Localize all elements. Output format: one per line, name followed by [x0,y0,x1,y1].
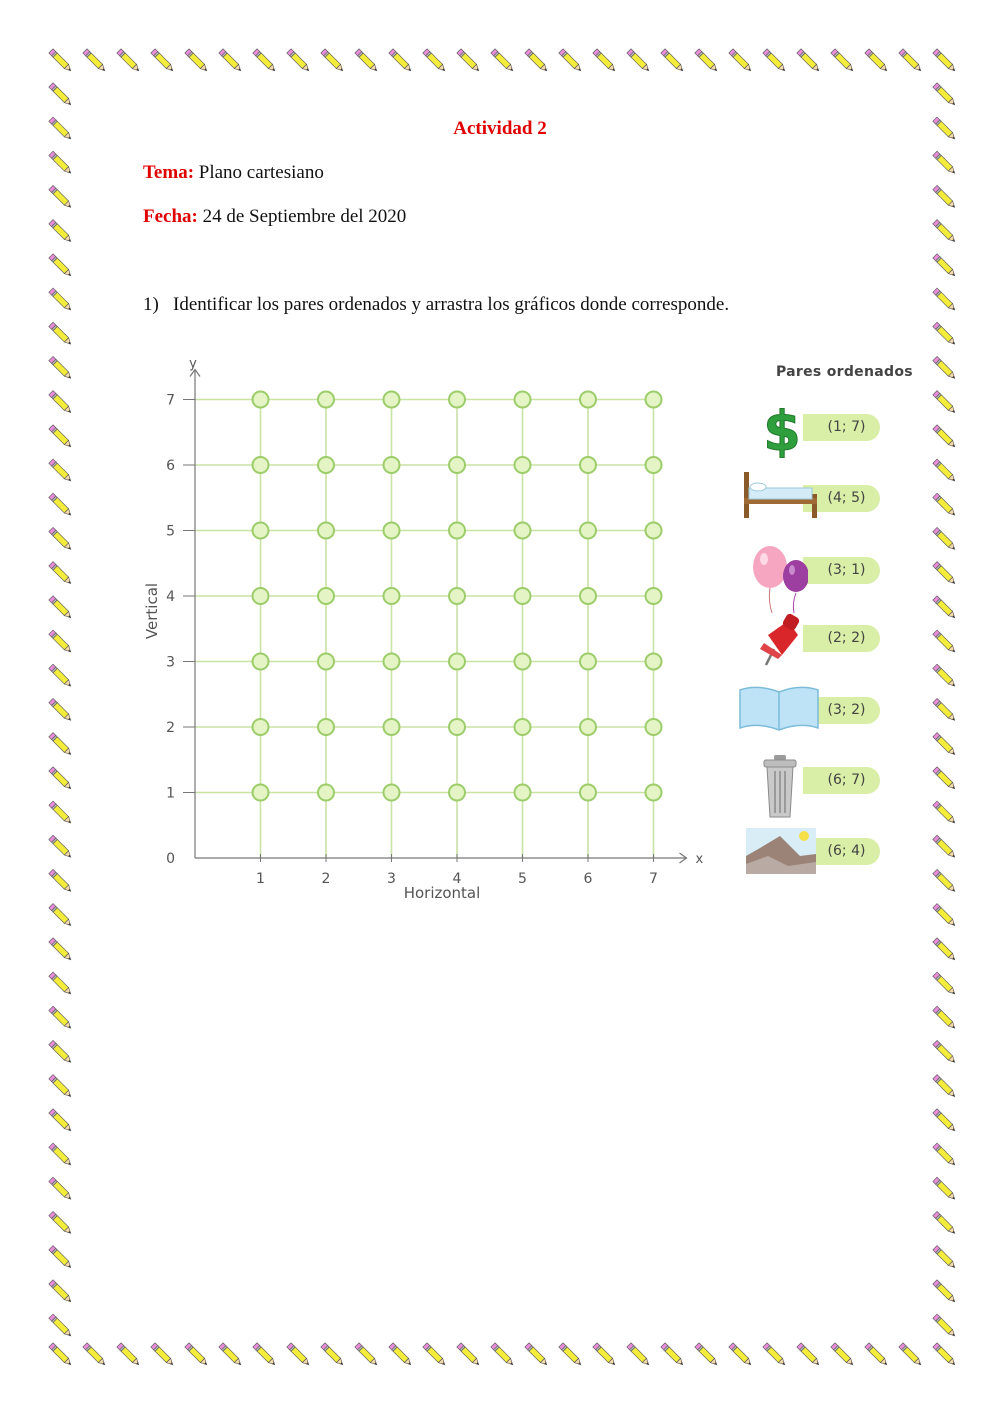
pencil-icon [355,1343,379,1367]
pencil-icon [253,1343,277,1367]
pencil-icon [729,49,753,73]
pencil-icon [49,1343,73,1367]
pencil-icon [389,1343,413,1367]
pair-item[interactable] [738,684,888,748]
pencil-icon [661,49,685,73]
grid-point[interactable] [318,588,334,604]
cartesian-plane[interactable] [140,355,710,915]
pair-label [803,414,880,441]
pencil-icon [49,1109,73,1133]
grid-point[interactable] [580,719,596,735]
pair-item[interactable] [738,543,888,607]
pencil-icon [49,151,73,175]
grid-point[interactable] [449,457,465,473]
pencil-icon [491,1343,515,1367]
pencil-icon [933,630,957,654]
grid-point[interactable] [449,392,465,408]
pencil-icon [525,1343,549,1367]
pencil-icon [933,596,957,620]
pair-item[interactable] [738,755,888,819]
pair-item[interactable] [738,613,888,677]
pencil-icon [49,493,73,517]
grid-point[interactable] [253,392,269,408]
pencil-icon [933,254,957,278]
grid-point[interactable] [580,654,596,670]
grid-point[interactable] [253,719,269,735]
pencil-icon [933,151,957,175]
pencil-icon [49,49,73,73]
pencil-icon [49,220,73,244]
pencil-icon [49,459,73,483]
pencil-icon [49,938,73,962]
grid-point[interactable] [580,785,596,801]
pencil-icon [49,1246,73,1270]
pair-item[interactable] [738,826,888,890]
grid-point[interactable] [449,719,465,735]
pencil-icon [117,1343,141,1367]
x-tick-label: 6 [583,871,593,887]
grid-point[interactable] [515,654,531,670]
pencil-icon [49,391,73,415]
dollar-icon[interactable] [738,402,798,463]
pencil-icon [49,1211,73,1235]
instruction-text: Identificar los pares ordenados y arrastra los gráficos donde corresponde. [173,294,730,315]
pencil-icon [49,1314,73,1338]
pencil-icon [49,596,73,620]
pencil-icon [49,972,73,996]
axis-labels [143,357,704,903]
grid-point[interactable] [515,523,531,539]
book-icon[interactable] [738,684,820,739]
y-tick-label: 3 [166,654,175,671]
pencil-icon [593,1343,617,1367]
pencil-icon [933,869,957,893]
bed-icon[interactable] [738,472,820,525]
grid-point[interactable] [449,785,465,801]
x-axis-title: Horizontal [403,884,481,902]
pencil-icon [49,288,73,312]
pencil-icon [865,49,889,73]
pencil-icon [933,767,957,791]
pencil-icon [83,1343,107,1367]
x-tick-label: 2 [321,871,331,887]
pencil-icon [933,801,957,825]
date-label: Fecha: [143,206,198,227]
y-tick-label: 2 [166,720,175,736]
pencil-icon [933,938,957,962]
svg-text:$: $ [763,402,798,458]
y-tick-label: 7 [166,392,175,409]
pencil-icon [49,835,73,859]
topic-line [143,162,324,184]
pushpin-icon[interactable] [738,613,804,674]
pencil-icon [899,49,923,73]
pencil-icon [933,1075,957,1099]
grid-point[interactable] [646,457,662,473]
grid-point[interactable] [253,457,269,473]
pencil-icon [797,1343,821,1367]
pencil-icon [355,49,379,73]
balloons-icon[interactable] [738,543,808,620]
pencil-icon [83,49,107,73]
pencil-icon [763,49,787,73]
pencil-icon [151,1343,175,1367]
grid-point[interactable] [580,392,596,408]
topic-value: Plano cartesiano [198,162,324,183]
pencil-icon [933,356,957,380]
pair-label-text: (3; 1) [827,562,866,578]
pencil-icon [933,1211,957,1235]
pencil-icon [49,562,73,586]
pencil-icon [933,391,957,415]
pencil-icon [899,1343,923,1367]
grid-point[interactable] [646,588,662,604]
grid-point[interactable] [646,523,662,539]
pencil-icon [151,49,175,73]
grid-point[interactable] [646,392,662,408]
pencil-icon [933,835,957,859]
y-tick-label: 4 [166,589,175,605]
grid-point[interactable] [253,588,269,604]
x-tick-label: 3 [387,871,396,887]
pencil-icon [933,322,957,346]
pencil-icon [627,49,651,73]
pair-label-text: (6; 7) [827,772,866,788]
topic-label: Tema: [143,162,195,183]
pencil-icon [763,1343,787,1367]
pencil-icon [627,1343,651,1367]
pencil-icon [423,1343,447,1367]
grid-point[interactable] [318,785,334,801]
grid-point[interactable] [318,654,334,670]
pencil-icon [49,733,73,757]
pair-item[interactable] [738,472,888,536]
pencil-icon [933,664,957,688]
pencil-icon [49,425,73,449]
pair-label-text: (3; 2) [827,702,866,718]
grid-point[interactable] [646,654,662,670]
pencil-icon [117,49,141,73]
pencil-icon [49,698,73,722]
pencil-icon [933,220,957,244]
pencil-icon [49,1143,73,1167]
pencil-icon [185,49,209,73]
grid-point[interactable] [515,785,531,801]
pencil-icon [831,49,855,73]
pencil-icon [559,49,583,73]
grid-point[interactable] [253,785,269,801]
pencil-icon [49,1177,73,1201]
pencil-icon [49,185,73,209]
grid-point[interactable] [449,654,465,670]
pencil-icon [865,1343,889,1367]
pencil-icon [49,356,73,380]
y-axis-letter: y [189,356,197,372]
grid-point[interactable] [384,523,400,539]
pencil-icon [593,49,617,73]
pencil-icon [49,527,73,551]
trash-can-icon[interactable] [738,755,808,824]
date-value: 24 de Septiembre del 2020 [202,206,407,227]
pair-label [803,557,880,584]
pencil-icon [457,1343,481,1367]
pencil-icon [933,49,957,73]
pencil-icon [695,49,719,73]
grid-point[interactable] [384,719,400,735]
pencil-icon [933,1006,957,1030]
pencil-icon [253,49,277,73]
pencil-icon [933,493,957,517]
instruction-number: 1) [143,294,159,315]
pencil-icon [49,83,73,107]
pencil-icon [661,1343,685,1367]
grid-point[interactable] [318,457,334,473]
grid-point[interactable] [253,654,269,670]
pencil-icon [219,49,243,73]
pencil-icon [933,1246,957,1270]
pencil-icon [49,630,73,654]
pencil-icon [695,1343,719,1367]
pencil-icon [287,1343,311,1367]
pair-label-text: (6; 4) [827,843,866,859]
grid-point[interactable] [515,588,531,604]
grid-point[interactable] [253,523,269,539]
pencil-icon [797,49,821,73]
origin-label: 0 [166,851,175,867]
pencil-icon [457,49,481,73]
grid-point[interactable] [318,719,334,735]
grid-point[interactable] [580,457,596,473]
grid-point[interactable] [384,392,400,408]
pencil-icon [933,1109,957,1133]
pencil-icon [49,1075,73,1099]
pencil-icon [321,49,345,73]
pair-label [803,767,880,794]
pencil-icon [49,664,73,688]
pencil-icon [49,322,73,346]
grid-point[interactable] [515,719,531,735]
grid-point[interactable] [449,523,465,539]
pencil-icon [831,1343,855,1367]
pencil-icon [49,1040,73,1064]
grid-point[interactable] [318,392,334,408]
pencil-icon [933,1143,957,1167]
page-title: Actividad 2 [453,118,547,139]
pencil-icon [933,83,957,107]
y-tick-label: 6 [166,458,175,474]
pencil-icon [933,1177,957,1201]
pair-item[interactable] [738,402,888,466]
pencil-icon [933,733,957,757]
x-tick-label: 1 [256,871,265,887]
grid-point[interactable] [646,719,662,735]
pencil-icon [933,1314,957,1338]
pair-label-text: (2; 2) [827,630,866,646]
pencil-icon [933,562,957,586]
y-tick-label: 5 [166,523,175,540]
pencil-icon [49,904,73,928]
pencil-icon [491,49,515,73]
pencil-icon [49,1006,73,1030]
grid-point[interactable] [646,785,662,801]
pencil-icon [525,49,549,73]
y-tick-label: 1 [166,785,175,802]
pairs-title: Pares ordenados [776,364,913,380]
x-tick-label: 7 [649,871,658,887]
pair-label-text: (4; 5) [827,490,866,506]
instruction [143,294,729,316]
pencil-icon [49,254,73,278]
pencil-icon [321,1343,345,1367]
pencil-icon [933,425,957,449]
pair-label [803,625,880,652]
grid-point[interactable] [580,523,596,539]
pencil-icon [933,1040,957,1064]
grid-point[interactable] [384,654,400,670]
pencil-icon [933,1280,957,1304]
grid-point[interactable] [384,588,400,604]
pencil-icon [729,1343,753,1367]
y-axis-title: Vertical [143,582,161,640]
x-tick-label: 4 [452,871,462,887]
pencil-icon [933,698,957,722]
pencil-icon [389,49,413,73]
pencil-icon [49,869,73,893]
pencil-icon [933,904,957,928]
grid-point[interactable] [384,785,400,801]
pencil-icon [933,1343,957,1367]
pair-label-text: (1; 7) [827,419,866,435]
pencil-icon [185,1343,209,1367]
pencil-icon [559,1343,583,1367]
pencil-icon [933,972,957,996]
x-tick-label: 5 [518,871,527,887]
pencil-icon [423,49,447,73]
pencil-icon [933,185,957,209]
date-line [143,206,406,228]
pencil-icon [933,288,957,312]
landscape-icon[interactable] [738,826,818,881]
pencil-icon [219,1343,243,1367]
x-axis-letter: x [695,852,704,867]
pencil-icon [933,459,957,483]
grid-point[interactable] [580,588,596,604]
pencil-icon [49,767,73,791]
grid-point[interactable] [515,392,531,408]
pencil-icon [287,49,311,73]
pencil-icon [49,1280,73,1304]
grid-point[interactable] [384,457,400,473]
grid-point[interactable] [318,523,334,539]
grid-point[interactable] [515,457,531,473]
grid-point[interactable] [449,588,465,604]
pencil-icon [933,527,957,551]
pencil-icon [49,801,73,825]
